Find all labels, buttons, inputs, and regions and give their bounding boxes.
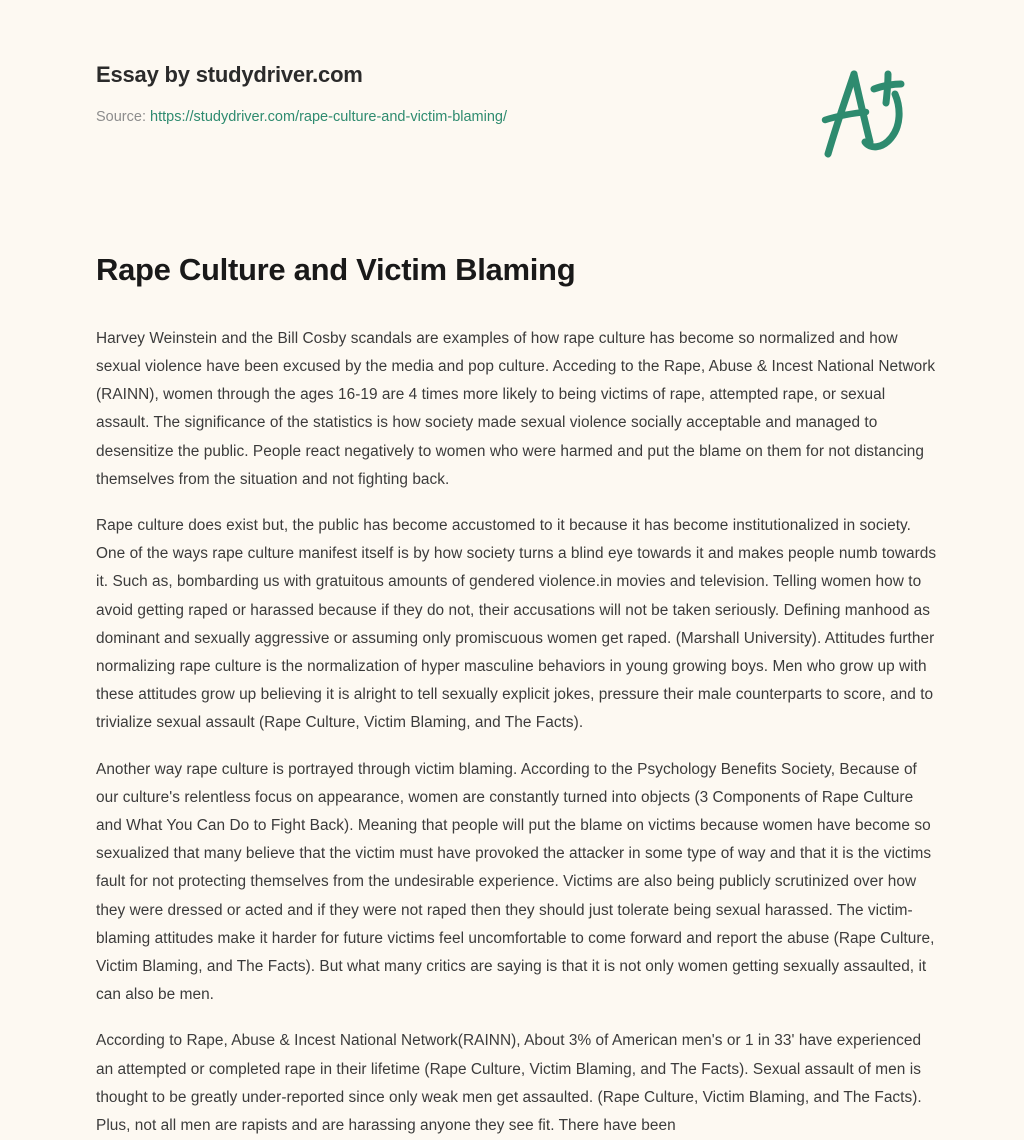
paragraph-3: Another way rape culture is portrayed through victim blaming. According to the Psychology Benefits Society, Because of our culture's relentless focus on appearance, women are constantly turned into objects (3 Components of Rape Culture and What You Can Do to Fight Back). Meaning that people will put the blame on victims because women have become so sexualized that many believe that the victim must have provoked the attacker in some type of way and that it is the victims fault for not protecting themselves from the undesirable experience. Victims are also being publicly scrutinized over how they were dressed or acted and if they were not raped then they should just tolerate being sexual harassed. The victim-blaming attitudes make it harder for future victims feel uncomfortable to come forward and report the abuse (Rape Culture, Victim Blaming, and The Facts). But what many critics are saying is that it is not only women getting sexually assaulted, it can also be men. (96, 760, 935, 1004)
paragraph-2: Rape culture does exist but, the public has become accustomed to it because it has become institutionalized in society. One of the ways rape culture manifest itself is by how society turns a blind eye towards it and makes people numb towards it. Such as, bombarding us with gratuitous amounts of gendered violence.in movies and television. Telling women how to avoid getting raped or harassed because if they do not, their accusations will not be taken seriously. Defining manhood as dominant and sexually aggressive or assuming only promiscuous women get raped. (Marshall University). Attitudes further normalizing rape culture is the normalization of hyper masculine behaviors in young growing boys. Men who grow up with these attitudes grow up believing it is alright to tell sexually explicit jokes, pressure their male counterparts to score, and to trivialize sexual assault (Rape Culture, Victim Blaming, and The Facts). (96, 516, 937, 732)
page-header (0, 0, 1024, 168)
source-label: Source: (96, 109, 146, 126)
article-body (0, 251, 1024, 1140)
paragraph-1: Harvey Weinstein and the Bill Cosby scandals are examples of how rape culture has become so normalized and how sexual violence have been excused by the media and pop culture. Acceding to the Rape, Abuse & Incest National Network (RAINN), women through the ages 16-19 are 4 times more likely to being victims of rape, attempted rape, or sexual assault. The significance of the statistics is how society made sexual violence socially acceptable and managed to desensitize the public. People react negatively to women who were harmed and put the blame on them for not distancing themselves from the situation and not fighting back. (96, 329, 936, 488)
brand-title: Essay by studydriver.com (96, 62, 363, 87)
header-text-block (96, 62, 507, 127)
source-url-link[interactable]: https://studydriver.com/rape-culture-and-victim-blaming/ (150, 109, 508, 126)
source-line (96, 108, 507, 127)
paragraph-4: According to Rape, Abuse & Incest National Network(RAINN), About 3% of American men's or 1 in 33' have experienced an attempted or completed rape in their lifetime (Rape Culture, Victim Blaming, and The Facts). Sexual assault of men is thought to be greatly under-reported since only weak men get assaulted. (Rape Culture, Victim Blaming, and The Facts). Plus, not all men are rapists and are harassing anyone they see fit. There have been (96, 1032, 922, 1135)
essay-paragraphs (96, 325, 940, 1140)
a-plus-logo-icon (802, 58, 922, 168)
page-title: Rape Culture and Victim Blaming (96, 252, 576, 287)
